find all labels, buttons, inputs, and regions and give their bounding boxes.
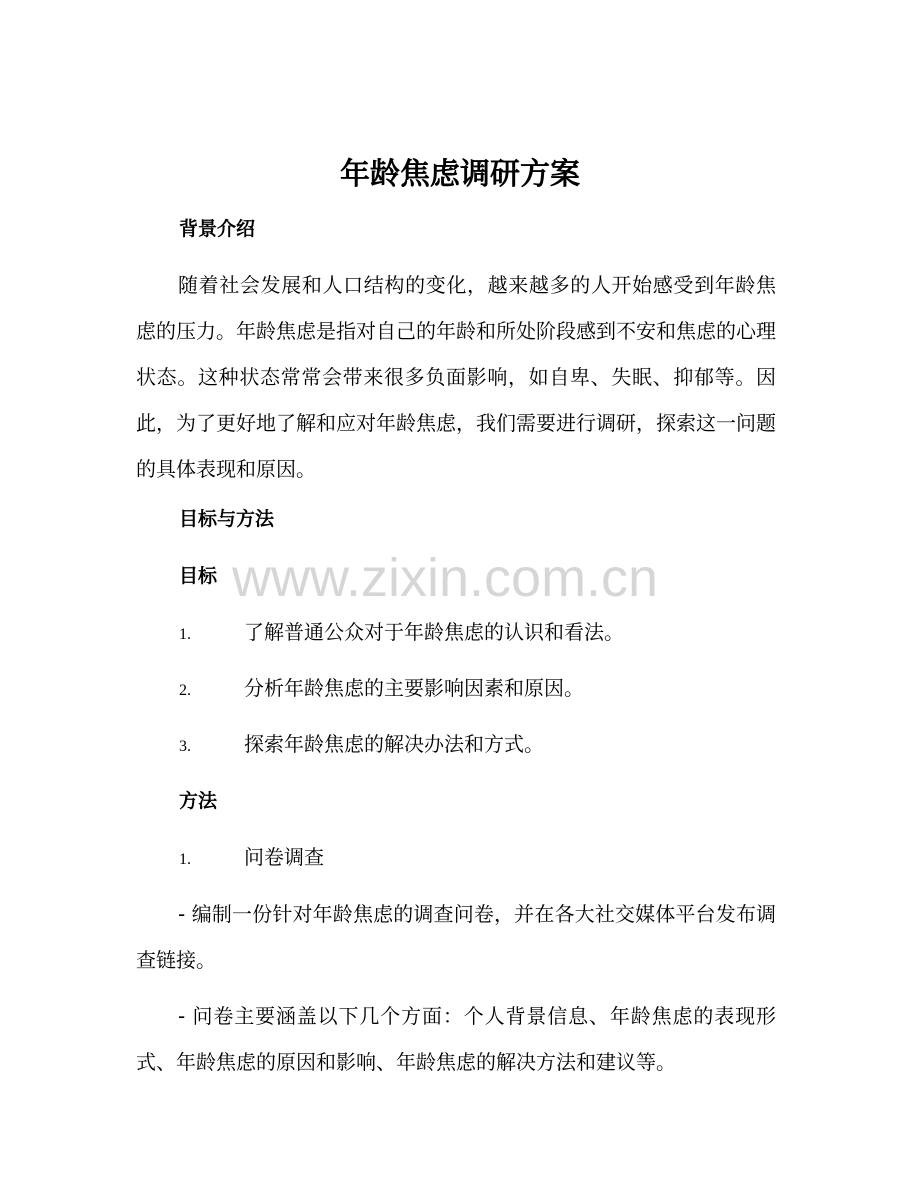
section-heading-background: 背景介绍 <box>179 218 256 240</box>
list-text: 探索年龄焦虑的解决办法和方式。 <box>244 732 544 756</box>
method-item-1 <box>179 842 324 875</box>
subsection-heading-goals: 目标 <box>179 565 218 587</box>
section-heading-goals-methods: 目标与方法 <box>179 508 275 530</box>
list-number: 1. <box>179 626 191 643</box>
goal-item-1 <box>179 617 624 650</box>
watermark-text: www.zixin.com.cn <box>232 548 659 608</box>
goal-item-2 <box>179 673 584 706</box>
method-detail-2: - 问卷主要涵盖以下几个方面：个人背景信息、年龄焦虑的表现形式、年龄焦虑的原因和影响、年龄焦虑的解决方法和建议等。 <box>136 1004 776 1074</box>
background-paragraph: 随着社会发展和人口结构的变化，越来越多的人开始感受到年龄焦虑的压力。年龄焦虑是指对自己的年龄和所处阶段感到不安和焦虑的心理状态。这种状态常常会带来很多负面影响，如自卑、失眠、抑郁等。因此，为了更好地了解和应对年龄焦虑，我们需要进行调研，探索这一问题的具体表现和原因。 <box>136 273 776 481</box>
goal-item-3 <box>179 729 544 762</box>
list-text: 分析年龄焦虑的主要影响因素和原因。 <box>244 676 584 700</box>
list-number: 2. <box>179 682 191 699</box>
subsection-heading-methods: 方法 <box>179 790 218 812</box>
document-title: 年龄焦虑调研方案 <box>340 157 580 192</box>
method-detail-1: - 编制一份针对年龄焦虑的调查问卷，并在各大社交媒体平台发布调查链接。 <box>136 902 776 972</box>
list-number: 3. <box>179 738 191 755</box>
list-text: 了解普通公众对于年龄焦虑的认识和看法。 <box>244 620 624 644</box>
list-number: 1. <box>179 851 191 868</box>
list-text: 问卷调查 <box>244 845 324 869</box>
